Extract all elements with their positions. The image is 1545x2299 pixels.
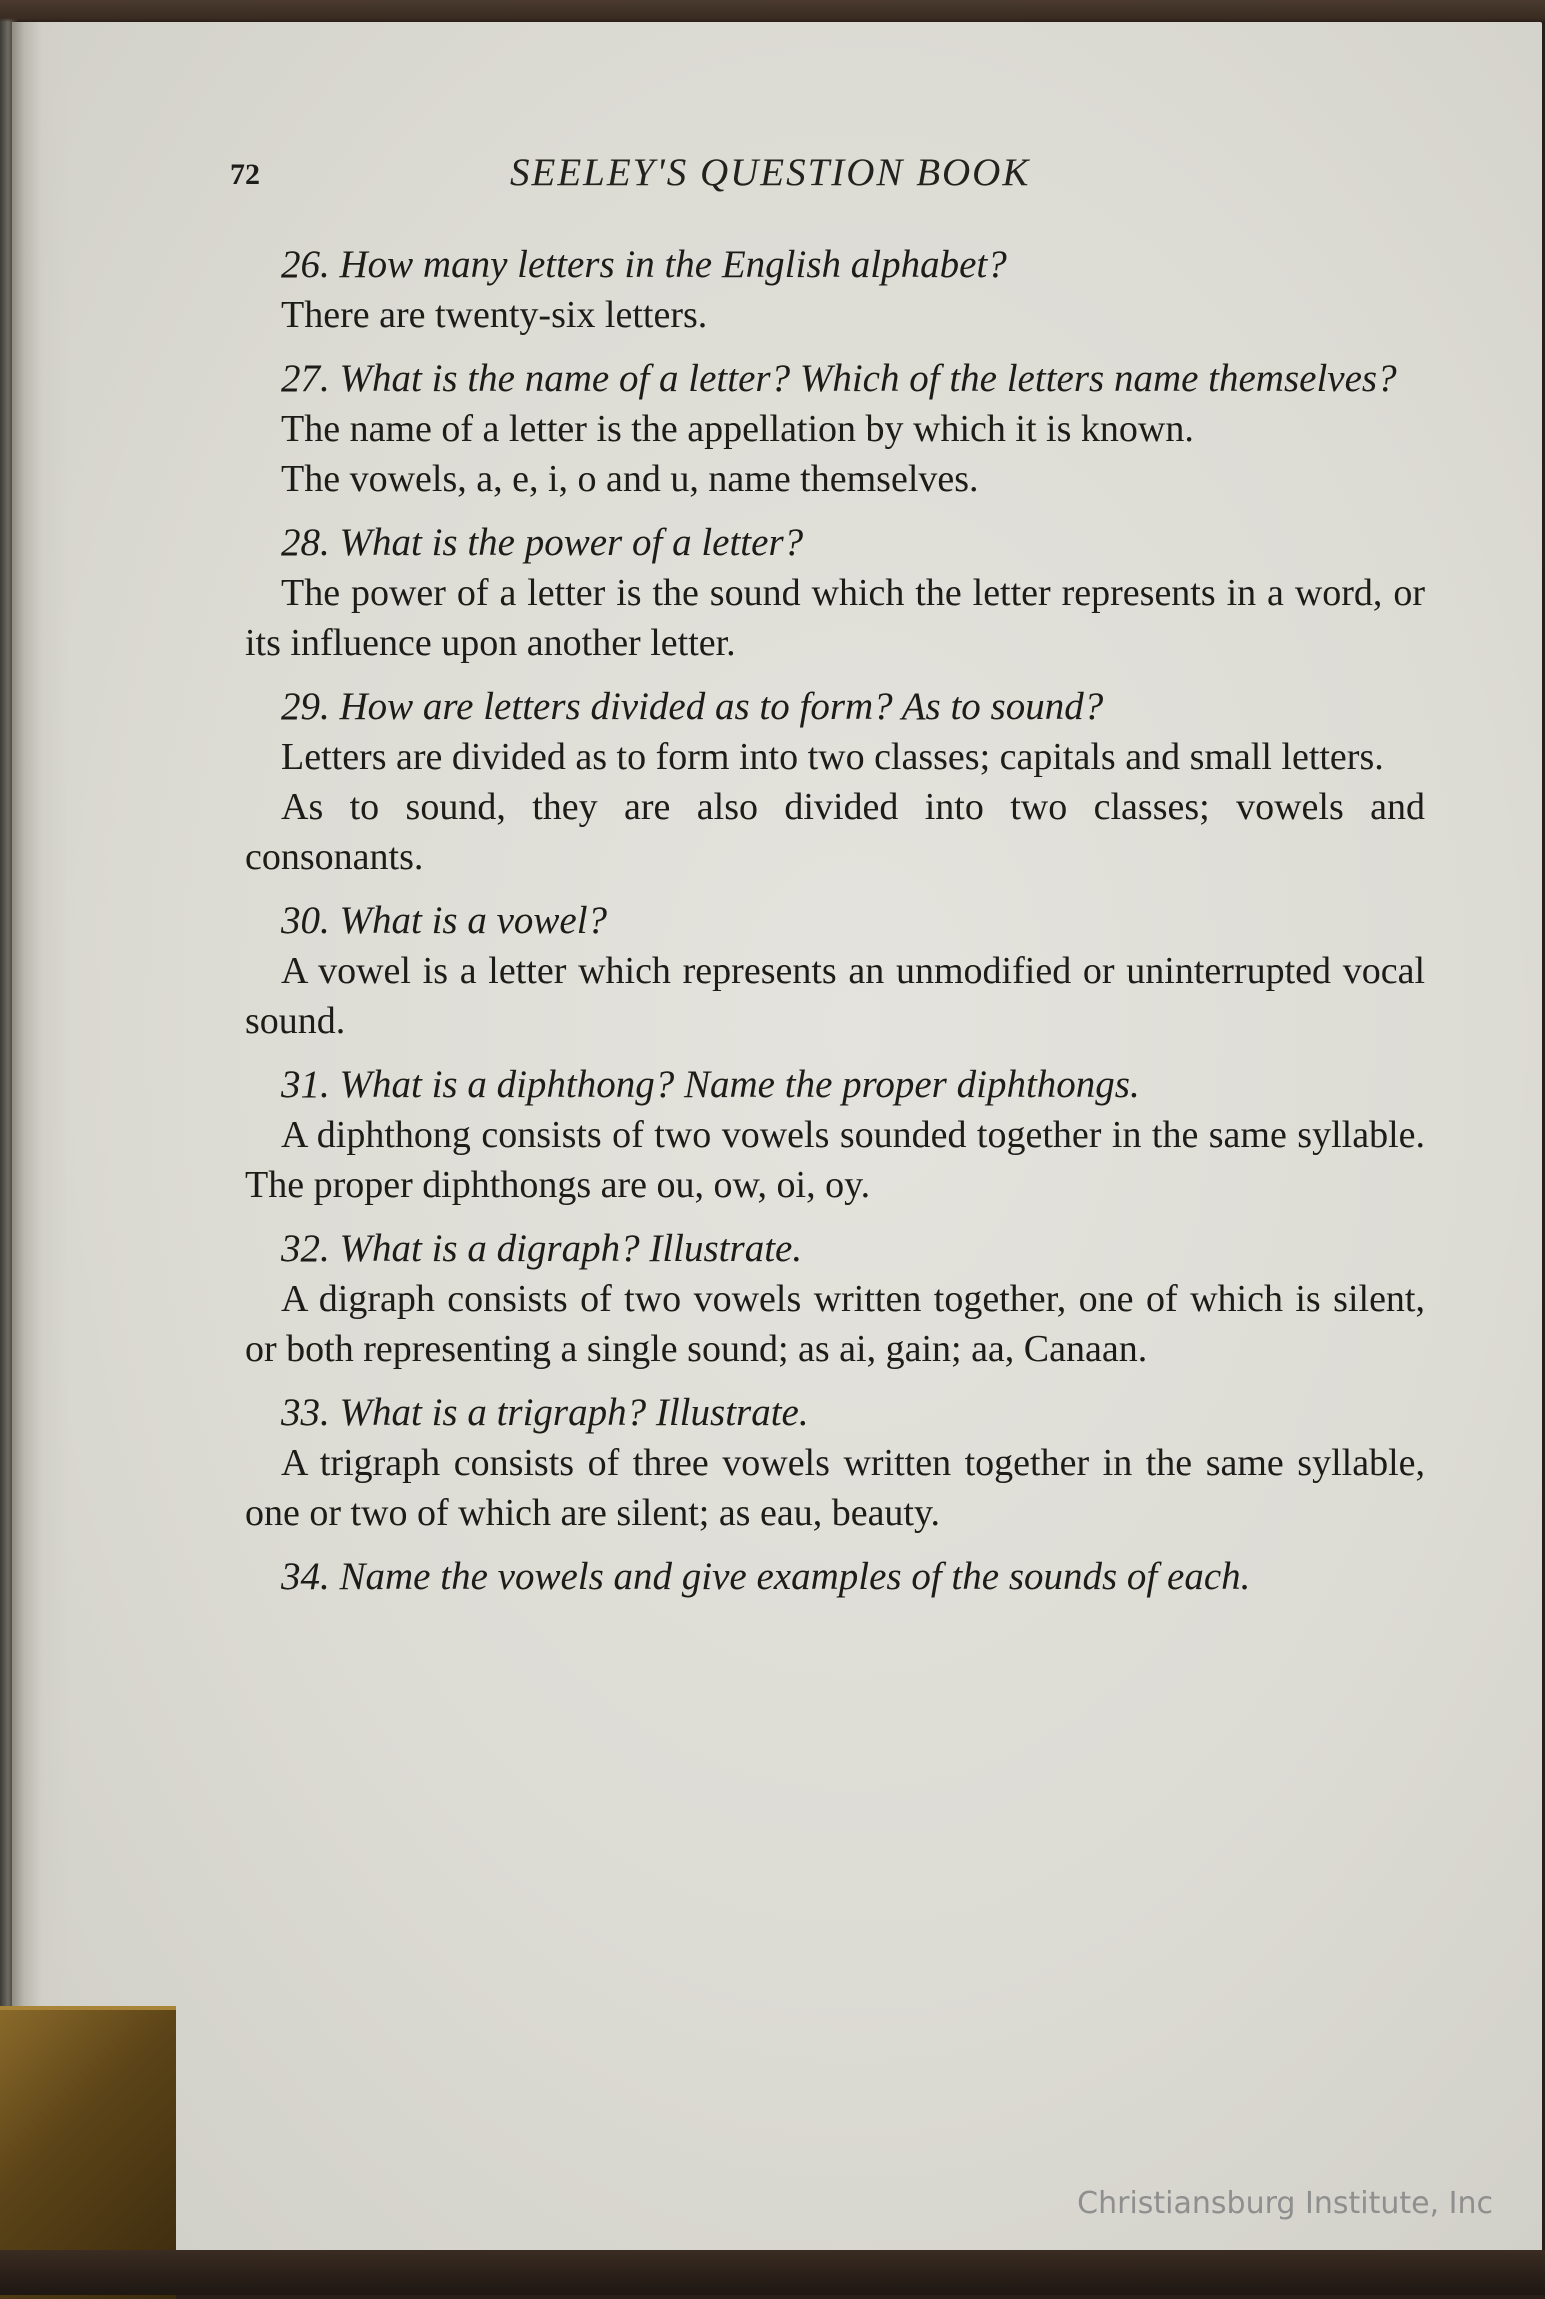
running-head: SEELEY'S QUESTION BOOK [510, 151, 1031, 194]
answer: Letters are divided as to form into two classes; capitals and small letters. [281, 736, 1384, 778]
bottom-shadow [0, 2250, 1545, 2295]
question: 31. What is a diphthong? Name the proper diphthongs. [281, 1063, 1140, 1106]
qa-item-26 [245, 240, 1425, 340]
question: 33. What is a trigraph? Illustrate. [281, 1391, 809, 1434]
qa-item-29 [245, 682, 1425, 882]
qa-item-34 [245, 1552, 1425, 1602]
answer: A digraph consists of two vowels written together, one of which is silent, or both representing a single sound; as ai, gain; aa, Canaan. [245, 1278, 1425, 1370]
page-header [230, 150, 1430, 200]
qa-item-27 [245, 354, 1425, 504]
question: 32. What is a digraph? Illustrate. [281, 1227, 803, 1270]
qa-item-33 [245, 1388, 1425, 1538]
answer: The power of a letter is the sound which the letter represents in a word, or its influence upon another letter. [245, 572, 1425, 664]
qa-item-30 [245, 896, 1425, 1046]
answer: A vowel is a letter which represents an unmodified or uninterrupted vocal sound. [245, 950, 1425, 1042]
question: 28. What is the power of a letter? [281, 521, 804, 564]
answer: As to sound, they are also divided into two classes; vowels and consonants. [245, 786, 1425, 878]
page-body [245, 240, 1425, 1606]
page-number: 72 [230, 158, 260, 191]
question: 30. What is a vowel? [281, 899, 608, 942]
question: 26. How many letters in the English alphabet? [281, 243, 1007, 286]
answer: There are twenty-six letters. [281, 294, 708, 336]
answer: The vowels, a, e, i, o and u, name themselves. [281, 458, 979, 500]
question: 27. What is the name of a letter? Which of the letters name themselves? [281, 357, 1397, 400]
answer: A diphthong consists of two vowels sounded together in the same syllable. The proper diphthongs are ou, ow, oi, oy. [245, 1114, 1425, 1206]
qa-item-32 [245, 1224, 1425, 1374]
question: 34. Name the vowels and give examples of the sounds of each. [281, 1555, 1251, 1598]
watermark: Christiansburg Institute, Inc [1077, 2186, 1493, 2221]
question: 29. How are letters divided as to form? As to sound? [281, 685, 1104, 728]
answer: The name of a letter is the appellation by which it is known. [281, 408, 1194, 450]
answer: A trigraph consists of three vowels written together in the same syllable, one or two of which are silent; as eau, beauty. [245, 1442, 1425, 1534]
qa-item-28 [245, 518, 1425, 668]
qa-item-31 [245, 1060, 1425, 1210]
page-edge [12, 22, 70, 2260]
